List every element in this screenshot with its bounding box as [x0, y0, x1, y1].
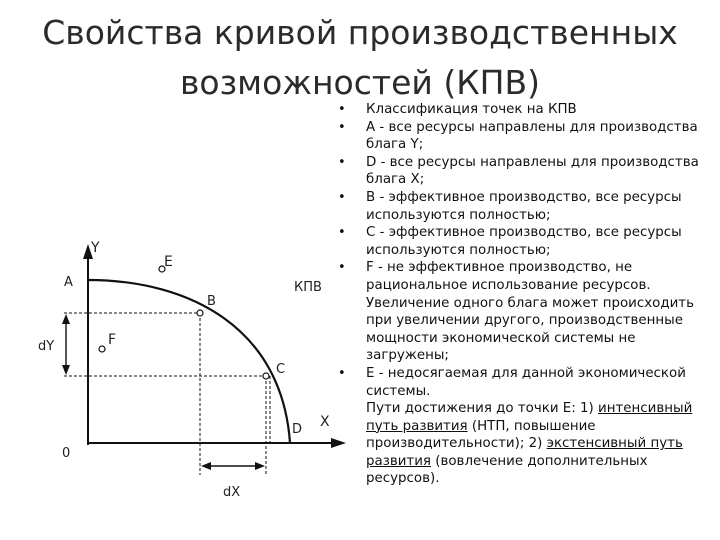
list-item: • E - недосягаемая для данной экономической системы.: [336, 365, 718, 400]
list-item: • D - все ресурсы направлены для производства блага X;: [336, 154, 718, 189]
list-item: • А - все ресурсы направлены для производства блага Y;: [336, 119, 718, 154]
list-item: • Классификация точек на КПВ: [336, 101, 718, 119]
list-item: • В - эффективное производство, все ресурсы используются полностью;: [336, 189, 718, 224]
paths-middle: (НТП, повышение производительности); 2): [366, 418, 596, 452]
point-classification-list: [336, 101, 718, 488]
dx-arrow-left: [201, 462, 211, 470]
title-line-2: возможностей (КПВ): [179, 63, 540, 102]
origin-label: 0: [62, 446, 71, 461]
axis-y-label: Y: [91, 240, 100, 256]
dx-label: dX: [223, 485, 241, 500]
dx-arrow-right: [255, 462, 265, 470]
title-line-1: Свойства кривой производственных: [42, 13, 678, 52]
point-f-marker: [99, 346, 105, 352]
point-c-marker: [263, 373, 269, 379]
point-d-label: D: [292, 422, 303, 437]
curve-label: КПВ: [294, 280, 322, 295]
ppf-curve: [88, 280, 290, 443]
point-a-label: A: [64, 275, 73, 290]
paths-intro: Пути достижения до точки Е: 1): [366, 401, 599, 417]
extensive-path-text: экстенсивный путь развития: [366, 436, 683, 469]
dy-label: dY: [38, 339, 55, 354]
paths-end: (вовлечение дополнительных ресурсов).: [366, 453, 648, 487]
point-f-label: F: [108, 332, 117, 348]
intensive-path-text: интенсивный путь развития: [366, 401, 693, 434]
point-c-label: C: [276, 362, 286, 377]
point-b-label: B: [207, 294, 216, 309]
development-paths: [336, 400, 718, 488]
axis-x-label: X: [320, 414, 330, 430]
dy-arrow-up: [62, 314, 70, 324]
list-item: • F - не эффективное производство, не рациональное использование ресурсов. Увеличение одного блага может происходить при увеличении другого, производственные мощности экономической системы не загружены;: [336, 259, 718, 365]
point-e-label: E: [164, 254, 173, 270]
dy-arrow-down: [62, 365, 70, 375]
list-item: • С - эффективное производство, все ресурсы используются полностью;: [336, 224, 718, 259]
point-b-marker: [197, 310, 203, 316]
